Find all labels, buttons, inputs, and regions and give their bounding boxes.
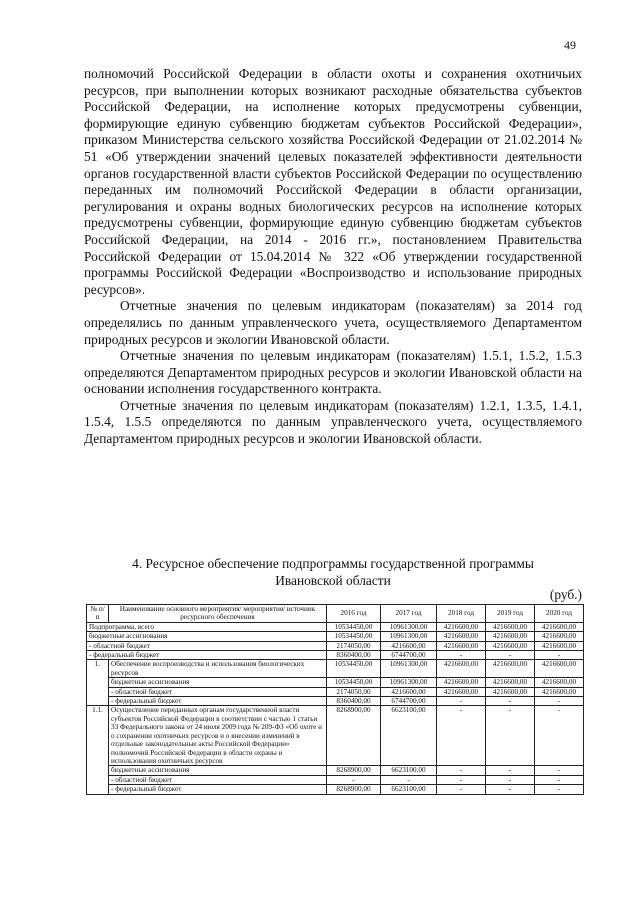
cell-2019: - [486,785,535,794]
cell-2016: 8268900,00 [327,706,381,766]
cell-2019: - [486,651,535,660]
row-label: - областной бюджет [109,775,327,784]
header-year-2016: 2016 год [327,605,381,623]
cell-2019: - [486,775,535,784]
section-title-line-1: 4. Ресурсное обеспечение подпрограммы государственной программы [132,556,534,571]
row-label: - федеральный бюджет [109,785,327,794]
page-number: 49 [564,38,576,52]
cell-2017: 6744700,00 [381,697,437,706]
cell-2018: 4216600,00 [437,641,486,650]
paragraph-1: полномочий Российской Федерации в области охоты и сохранения охотничьих ресурсов, при выполнении которых возникают расходные обязательства субъектов Российской Федерации, на исполнение которых предусмотрены субвенции, формирующие единую субвенцию бюджетам субъектов Российской Федерации», приказом Министерства сельского хозяйства Российской Федерации от 21.02.2014 № 51 «Об утверждении значений целевых показателей эффективности деятельности органов государственной власти субъектов Российской Федерации по осуществлению переданных им полномочий Российской Федерации в области организации, регулирования и охраны водных биологических ресурсов на исполнение которых предусмотрены субвенции, формирующие единую субвенцию бюджетам субъектов Российской Федерации, на 2014 - 2016 гг.», постановлением Правительства Российской Федерации от 15.04.2014 № 322 «Об утверждении государственной программы Российской Федерации «Воспроизводство и использование природных ресурсов». [84,66,582,297]
row-label: бюджетные ассигнования [109,766,327,775]
header-name: Наименование основного мероприятия/ мероприятия/ источник ресурсного обеспечения [109,605,327,623]
row-label: бюджетные ассигнования [109,678,327,687]
cell-2020: 4216600,00 [535,678,584,687]
cell-2016: 8360400,00 [327,651,381,660]
cell-2020: - [535,697,584,706]
table-row [87,660,584,678]
paragraph-3: Отчетные значения по целевым индикаторам (показателям) 1.5.1, 1.5.2, 1.5.3 определяются Департаментом природных ресурсов и экологии Ивановской области на основании исполнения государственного контракта. [84,348,582,397]
cell-2018: - [437,785,486,794]
cell-2018: - [437,706,486,766]
row-label: Подпрограмма, всего [87,622,327,631]
cell-2020: - [535,651,584,660]
table-row [87,706,584,766]
cell-2017: 10961300,00 [381,632,437,641]
cell-2016: 8360400,00 [327,697,381,706]
cell-2018: - [437,775,486,784]
cell-2016: 10534450,00 [327,678,381,687]
cell-2019: - [486,766,535,775]
table-row [87,785,584,794]
cell-2016: 2174050,00 [327,687,381,696]
row-label: Обеспечение воспроизводства и использования биологических ресурсов [109,660,327,678]
cell-2019: 4216600,00 [486,660,535,678]
cell-2020: - [535,785,584,794]
cell-2020: - [535,766,584,775]
cell-2019: 4216600,00 [486,678,535,687]
table-row [87,632,584,641]
table-row [87,651,584,660]
cell-2016: 8268900,00 [327,785,381,794]
cell-2016: 2174050,00 [327,641,381,650]
cell-2019: 4216600,00 [486,632,535,641]
cell-2019: - [486,706,535,766]
cell-2017: 10961300,00 [381,660,437,678]
section-title [84,556,582,589]
table-row [87,678,584,687]
cell-2018: 4216600,00 [437,678,486,687]
cell-2017: 4216600,00 [381,687,437,696]
cell-2020: 4216600,00 [535,641,584,650]
cell-2016: 8268900,00 [327,766,381,775]
cell-2019: - [486,697,535,706]
table-header-row [87,605,584,623]
cell-2020: 4216600,00 [535,632,584,641]
cell-2018: - [437,651,486,660]
row-num: 1.1. [87,706,109,794]
cell-2017: 6623100,00 [381,766,437,775]
cell-2017: - [381,775,437,784]
cell-2016: 10534450,00 [327,632,381,641]
cell-2020: - [535,706,584,766]
cell-2020: 4216600,00 [535,622,584,631]
cell-2018: 4216600,00 [437,687,486,696]
header-year-2019: 2019 год [486,605,535,623]
cell-2017: 10961300,00 [381,622,437,631]
header-year-2020: 2020 год [535,605,584,623]
cell-2018: 4216600,00 [437,660,486,678]
table-row [87,775,584,784]
cell-2018: - [437,697,486,706]
cell-2018: - [437,766,486,775]
row-label: Осуществление переданных органам государственной власти субъектов Российской Федерации в соответствии с частью 1 статьи 33 Федерального закона от 24 июля 2009 года № 209-ФЗ «Об охоте и о сохранении охотничьих ресурсов и о внесении изменений в отдельные законодательные акты Российской Федерации» полномочий Российской Федерации в области охраны и использования охотничьих ресурсов [109,706,327,766]
cell-2017: 6744700,00 [381,651,437,660]
cell-2016: 10534450,00 [327,622,381,631]
currency-unit: (руб.) [549,587,582,602]
body-text [84,66,582,448]
table-row [87,687,584,696]
cell-2019: 4216600,00 [486,622,535,631]
header-num: № п/п [87,605,109,623]
paragraph-2: Отчетные значения по целевым индикаторам (показателям) за 2014 год определялись по данным управленческого учета, осуществляемого Департаментом природных ресурсов и экологии Ивановской области. [84,298,582,347]
cell-2018: 4216600,00 [437,622,486,631]
row-label: бюджетные ассигнования [87,632,327,641]
row-label: - федеральный бюджет [87,651,327,660]
row-label: - федеральный бюджет [109,697,327,706]
row-label: - областной бюджет [109,687,327,696]
header-year-2018: 2018 год [437,605,486,623]
cell-2016: - [327,775,381,784]
section-title-line-2: Ивановской области [275,572,391,588]
cell-2016: 10534450,00 [327,660,381,678]
cell-2019: 4216600,00 [486,641,535,650]
cell-2017: 6623100,00 [381,706,437,766]
cell-2019: 4216600,00 [486,687,535,696]
table-row [87,766,584,775]
cell-2018: 4216600,00 [437,632,486,641]
table-row [87,697,584,706]
cell-2020: 4216600,00 [535,687,584,696]
header-year-2017: 2017 год [381,605,437,623]
table-row [87,622,584,631]
cell-2017: 4216600,00 [381,641,437,650]
row-num: 1. [87,660,109,706]
resource-table [86,604,584,795]
cell-2017: 10961300,00 [381,678,437,687]
cell-2020: - [535,775,584,784]
table-row [87,641,584,650]
paragraph-4: Отчетные значения по целевым индикаторам (показателям) 1.2.1, 1.3.5, 1.4.1, 1.5.4, 1.5.5 определяются по данным управленческого учета, осуществляемого Департаментом природных ресурсов и экологии Ивановской области. [84,397,582,447]
cell-2017: 6623100,00 [381,785,437,794]
row-label: - областной бюджет [87,641,327,650]
cell-2020: 4216600,00 [535,660,584,678]
